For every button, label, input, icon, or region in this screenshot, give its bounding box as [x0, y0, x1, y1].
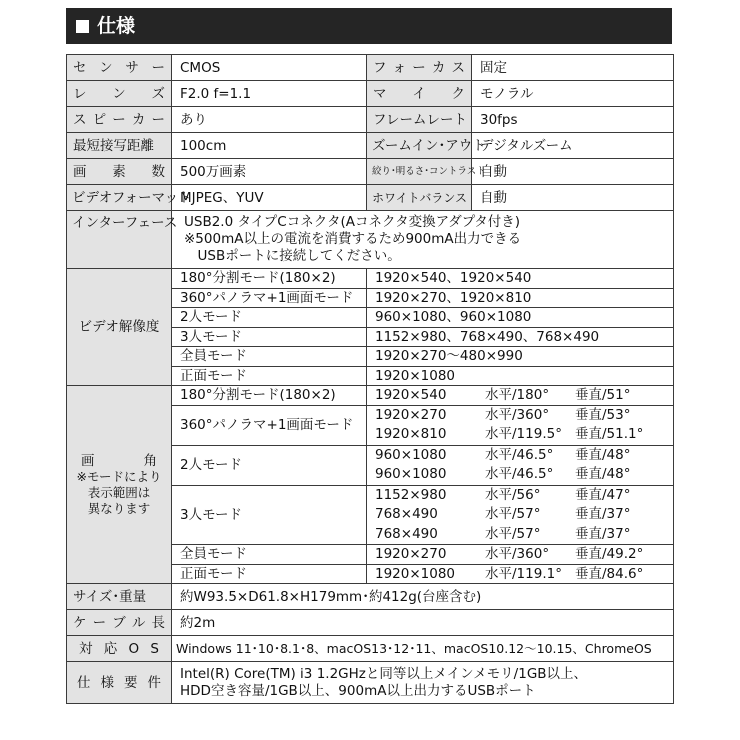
label-pixels	[73, 164, 165, 180]
label-requirements	[73, 675, 165, 691]
angle-vertical: 垂直/51°	[575, 387, 631, 404]
label-char: ク	[451, 85, 465, 102]
label-char: ー	[112, 111, 126, 128]
label-char: ズ	[151, 85, 165, 102]
section-header	[66, 8, 672, 44]
angle-horizontal: 水平/57°	[485, 525, 541, 542]
angle-mode: 全員モード	[172, 545, 367, 565]
angle-resolution: 1920×270	[375, 406, 447, 423]
value-interface	[172, 211, 674, 269]
label-char: 仕	[77, 674, 91, 691]
value-mic: モノラル	[472, 81, 674, 107]
label-char: フ	[373, 59, 387, 76]
label-video-format: ビデオフォーマット	[67, 185, 172, 211]
label-char: マ	[373, 85, 387, 102]
label-char: ス	[451, 59, 465, 76]
angle-values	[367, 485, 674, 545]
angle-resolution: 768×490	[375, 506, 438, 522]
value-aperture: 自動	[472, 159, 674, 185]
label-char: 角	[143, 452, 157, 469]
label-char: カ	[131, 111, 146, 128]
label-char: ー	[151, 59, 165, 76]
label-lens	[73, 86, 165, 102]
spec-row-size-weight	[67, 584, 674, 610]
spec-row-requirements	[67, 662, 674, 704]
interface-line: ※500mA以上の電流を消費するため900mA出力できる	[184, 231, 522, 247]
label-char: O	[128, 640, 140, 657]
resolution-mode: 全員モード	[172, 347, 367, 367]
label-char: ー	[412, 59, 426, 76]
label-size-weight: サイズ･重量	[67, 584, 172, 610]
label-resolution: ビデオ解像度	[67, 269, 172, 386]
angle-horizontal: 水平/180°	[485, 387, 550, 404]
label-char: ス	[73, 111, 87, 128]
label-char: 長	[151, 614, 165, 631]
resolution-row	[67, 269, 674, 289]
angle-horizontal: 水平/360°	[485, 546, 550, 563]
value-os: Windows 11･10･8.1･8、macOS13･12･11、macOS10.12～10.15、ChromeOS	[172, 636, 674, 662]
spec-row-speaker	[67, 107, 674, 133]
angle-mode: 180°分割モード(180×2)	[172, 386, 367, 406]
label-char: ー	[92, 614, 107, 631]
label-white-balance: ホワイトバランス	[367, 185, 472, 211]
angle-resolution: 1920×270	[375, 546, 447, 563]
angle-horizontal: 水平/56°	[485, 486, 541, 503]
angle-line	[375, 546, 665, 562]
angle-mode: 360°パノラマ+1画面モード	[172, 405, 367, 445]
label-char: 画	[73, 163, 87, 180]
label-aperture: 絞り･明るさ･コントラスト	[367, 159, 472, 185]
label-framerate: フレームレート	[367, 107, 472, 133]
spec-row-os	[67, 636, 674, 662]
value-cable: 約2m	[172, 610, 674, 636]
value-size-weight: 約W93.5×D61.8×H179mm･約412g(台座含む)	[172, 584, 674, 610]
angle-resolution: 1920×540	[375, 387, 447, 404]
angle-vertical: 垂直/47°	[575, 486, 631, 503]
value-speaker: あり	[172, 107, 367, 133]
label-sensor	[73, 60, 165, 76]
angle-group	[67, 386, 674, 406]
label-char: ォ	[392, 59, 407, 76]
label-focus	[373, 60, 465, 76]
angle-line	[375, 446, 665, 466]
spec-row-cable	[67, 610, 674, 636]
label-char: 応	[103, 640, 118, 657]
label-char: 素	[112, 163, 126, 180]
requirements-line: HDD空き容量/1GB以上、900mA以上出力するUSBポート	[180, 682, 536, 699]
label-char: ン	[99, 59, 113, 76]
label-mic	[373, 86, 465, 102]
angle-vertical: 垂直/49.2°	[575, 546, 644, 563]
angle-note-line: ※モードにより	[76, 468, 162, 484]
angle-values	[367, 564, 674, 584]
spec-row-interface	[67, 211, 674, 269]
label-os	[73, 641, 165, 657]
angle-vertical: 垂直/37°	[575, 506, 631, 522]
label-char: 件	[147, 674, 161, 691]
value-lens: F2.0 f=1.1	[172, 81, 367, 107]
angle-mode: 正面モード	[172, 564, 367, 584]
angle-resolution: 1920×810	[375, 426, 447, 442]
resolution-mode: 180°分割モード(180×2)	[172, 269, 367, 289]
resolution-mode: 正面モード	[172, 366, 367, 386]
spec-row-sensor	[67, 55, 674, 81]
interface-line: USB2.0 タイプCコネクタ(Aコネクタ変換アダプタ付き)	[184, 214, 521, 230]
label-char: 対	[79, 640, 93, 657]
label-zoom: ズームイン･アウト	[367, 133, 472, 159]
angle-vertical: 垂直/48°	[575, 446, 631, 463]
angle-values	[367, 445, 674, 485]
angle-vertical: 垂直/37°	[575, 525, 631, 542]
resolution-value: 1920×270、1920×810	[367, 288, 674, 308]
angle-note-line: 異なります	[87, 500, 151, 516]
label-char: S	[150, 640, 159, 657]
angle-horizontal: 水平/46.5°	[485, 446, 554, 463]
angle-resolution: 960×1080	[375, 446, 447, 463]
label-char: ン	[112, 85, 126, 102]
value-framerate: 30fps	[472, 107, 674, 133]
label-char: ケ	[73, 614, 87, 631]
interface-line: USBポートに接続してください。	[184, 248, 401, 264]
label-char: ピ	[92, 111, 107, 128]
angle-values	[367, 386, 674, 406]
label-char: レ	[73, 85, 87, 102]
angle-line	[375, 525, 665, 545]
angle-line	[375, 406, 665, 426]
label-char: ブ	[112, 614, 126, 631]
value-sensor: CMOS	[172, 55, 367, 81]
label-cable	[73, 615, 165, 631]
angle-horizontal: 水平/46.5°	[485, 466, 554, 482]
value-video-format: MJPEG、YUV	[172, 185, 367, 211]
requirements-line: Intel(R) Core(TM) i3 1.2GHzと同等以上メインメモリ/1GB以上、	[180, 665, 588, 682]
angle-line	[375, 425, 665, 445]
spec-row-video-format	[67, 185, 674, 211]
angle-line	[375, 505, 665, 525]
value-focus: 固定	[472, 55, 674, 81]
spec-row-min-distance	[67, 133, 674, 159]
label-char: ー	[151, 111, 165, 128]
value-white-balance: 自動	[472, 185, 674, 211]
angle-resolution: 768×490	[375, 525, 438, 542]
label-char: 様	[100, 674, 114, 691]
label-min-distance: 最短接写距離	[67, 133, 172, 159]
label-interface: インターフェース	[67, 211, 172, 269]
label-char: カ	[431, 59, 446, 76]
resolution-value: 1920×540、1920×540	[367, 269, 674, 289]
angle-resolution: 1152×980	[375, 486, 447, 503]
spec-row-pixels	[67, 159, 674, 185]
spec-table	[66, 54, 674, 704]
angle-vertical: 垂直/84.6°	[575, 565, 644, 582]
angle-mode: 2人モード	[172, 445, 367, 485]
resolution-value: 1920×1080	[367, 366, 674, 386]
angle-mode: 3人モード	[172, 485, 367, 545]
label-char: 画	[81, 452, 95, 469]
angle-vertical: 垂直/51.1°	[575, 426, 644, 442]
label-char: セ	[73, 59, 87, 76]
spec-row-lens	[67, 81, 674, 107]
label-char: ル	[131, 614, 146, 631]
angle-values	[367, 405, 674, 445]
resolution-mode: 360°パノラマ+1画面モード	[172, 288, 367, 308]
resolution-value: 960×1080、960×1080	[367, 308, 674, 328]
value-zoom: デジタルズーム	[472, 133, 674, 159]
section-title: 仕様	[97, 15, 136, 37]
label-angle	[73, 453, 165, 469]
angle-horizontal: 水平/360°	[485, 406, 550, 423]
angle-values	[367, 545, 674, 565]
angle-resolution: 1920×1080	[375, 565, 456, 582]
resolution-mode: 2人モード	[172, 308, 367, 328]
label-char: サ	[125, 59, 139, 76]
label-char: 要	[124, 674, 138, 691]
angle-horizontal: 水平/119.5°	[485, 426, 562, 442]
angle-vertical: 垂直/53°	[575, 406, 631, 423]
angle-resolution: 960×1080	[375, 466, 447, 482]
angle-line	[375, 566, 665, 582]
resolution-mode: 3人モード	[172, 327, 367, 347]
label-char: イ	[412, 85, 426, 102]
value-min-distance: 100cm	[172, 133, 367, 159]
resolution-value: 1152×980、768×490、768×490	[367, 327, 674, 347]
value-pixels: 500万画素	[172, 159, 367, 185]
label-speaker	[73, 112, 165, 128]
angle-horizontal: 水平/57°	[485, 506, 541, 522]
angle-note	[73, 469, 165, 517]
value-requirements	[172, 662, 674, 704]
angle-vertical: 垂直/48°	[575, 466, 631, 482]
label-char: 数	[151, 163, 165, 180]
angle-line	[375, 387, 665, 403]
angle-line	[375, 486, 665, 506]
angle-horizontal: 水平/119.1°	[485, 565, 562, 582]
label-angle-cell	[67, 386, 172, 584]
angle-line	[375, 465, 665, 485]
square-bullet-icon	[76, 20, 89, 33]
angle-note-line: 表示範囲は	[87, 484, 151, 500]
resolution-value: 1920×270～480×990	[367, 347, 674, 367]
